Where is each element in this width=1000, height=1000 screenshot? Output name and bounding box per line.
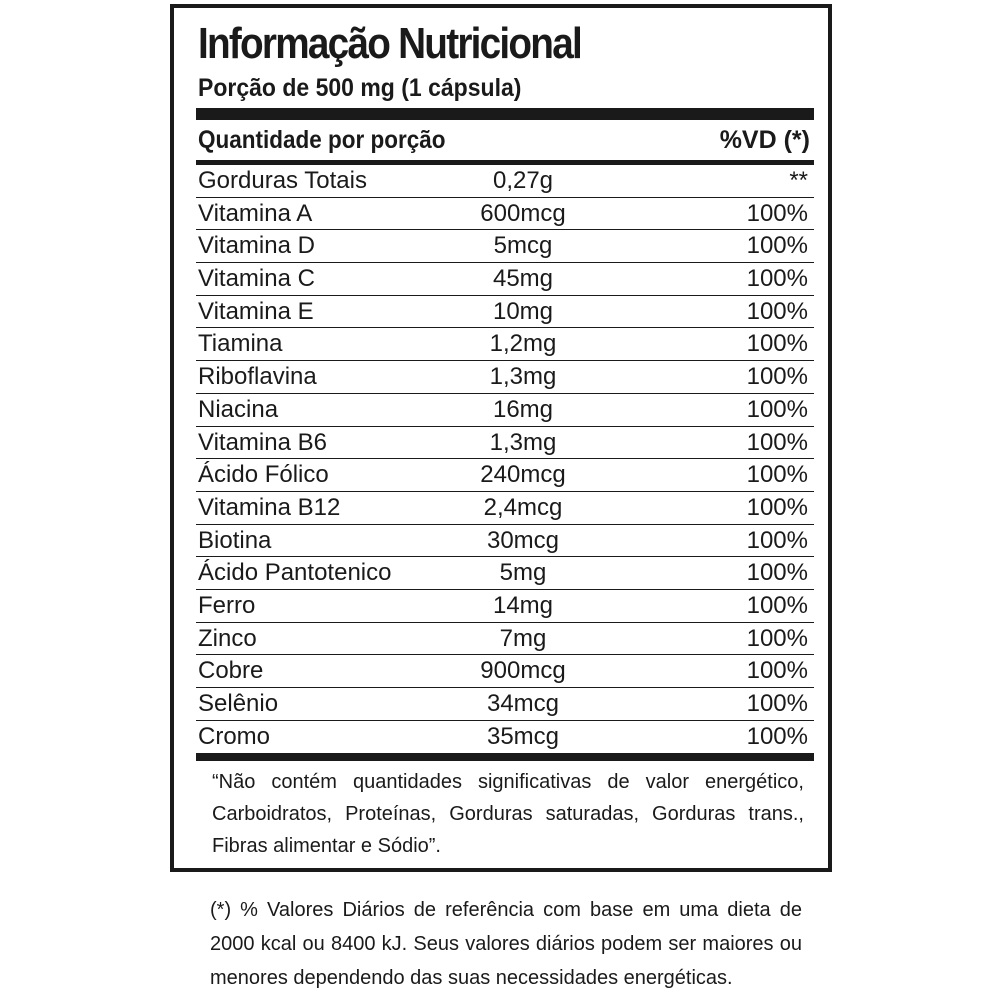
nutrient-name: Selênio — [198, 690, 279, 717]
table-row — [196, 230, 814, 263]
nutrient-amount: 34mcg — [486, 690, 560, 717]
table-row — [196, 525, 814, 558]
nutrient-name: Biotina — [198, 526, 272, 554]
nutrient-name: Vitamina D — [198, 232, 315, 260]
nutrient-name: Cobre — [198, 657, 264, 685]
serving-size: Porção de 500 mg (1 cápsula) — [198, 74, 522, 102]
nutrient-daily-value: 100% — [746, 722, 808, 750]
nutrient-name: Vitamina B6 — [198, 428, 327, 456]
daily-value-footnote: (*) % Valores Diários de referência com base em uma dieta de 2000 kcal ou 8400 kJ. Seus valores diários podem ser maiores ou menores dependendo das suas necessidades energéticas. — [210, 899, 802, 989]
nutrient-amount: 45mg — [492, 265, 554, 293]
nutrient-daily-value: 100% — [746, 297, 808, 325]
nutrient-name: Niacina — [198, 395, 279, 423]
table-row — [196, 655, 814, 688]
nutrient-daily-value: 100% — [746, 428, 808, 456]
nutrient-daily-value: 100% — [746, 395, 808, 423]
nutrient-amount: 14mg — [492, 591, 554, 619]
table-row — [196, 165, 814, 198]
nutrient-amount: 1,3mg — [489, 428, 557, 456]
table-row — [196, 263, 814, 296]
nutrient-daily-value: 100% — [746, 690, 808, 717]
nutrient-amount: 16mg — [492, 395, 554, 423]
nutrient-name: Tiamina — [198, 330, 283, 358]
table-row — [196, 459, 814, 492]
table-row — [196, 492, 814, 525]
nutrient-name: Ferro — [198, 591, 256, 619]
table-row — [196, 328, 814, 361]
nutrient-amount: 7mg — [499, 624, 547, 652]
nutrient-daily-value: 100% — [746, 624, 808, 652]
table-row — [196, 296, 814, 329]
nutrient-amount: 240mcg — [480, 461, 566, 489]
nutrient-daily-value: 100% — [746, 657, 808, 685]
panel-title: Informação Nutricional — [198, 19, 581, 68]
nutrient-daily-value: 100% — [746, 199, 808, 227]
nutrient-amount: 30mcg — [486, 526, 560, 554]
table-row — [196, 623, 814, 656]
nutrient-name: Cromo — [198, 722, 271, 750]
nutrient-amount: 10mg — [492, 297, 554, 325]
table-row — [196, 721, 814, 754]
nutrient-daily-value: 100% — [746, 591, 808, 619]
nutrient-name: Gorduras Totais — [198, 167, 367, 194]
table-row — [196, 590, 814, 623]
table-row — [196, 394, 814, 427]
nutrient-name: Vitamina E — [198, 297, 314, 325]
thick-divider — [196, 108, 814, 120]
table-row — [196, 688, 814, 721]
table-row — [196, 361, 814, 394]
nutrient-daily-value: ** — [789, 167, 808, 194]
daily-value-label: %VD (*) — [719, 126, 810, 154]
nutrient-name: Zinco — [198, 624, 257, 652]
nutrient-amount: 600mcg — [480, 199, 566, 227]
nutrient-daily-value: 100% — [746, 559, 808, 587]
nutrient-daily-value: 100% — [746, 493, 808, 521]
nutrient-daily-value: 100% — [746, 461, 808, 489]
nutrient-daily-value: 100% — [746, 330, 808, 358]
table-row — [196, 198, 814, 231]
nutrient-amount: 2,4mcg — [483, 493, 563, 521]
nutrient-daily-value: 100% — [746, 363, 808, 391]
nutrient-amount: 5mcg — [493, 232, 553, 260]
table-row — [196, 557, 814, 590]
disclaimer-note: “Não contém quantidades significativas de valor energético, Carboidratos, Proteínas, Gorduras saturadas, Gorduras trans., Fibras alimentar e Sódio”. — [212, 771, 804, 857]
nutrition-facts-panel — [170, 4, 832, 872]
nutrient-name: Ácido Fólico — [198, 461, 329, 489]
nutrient-amount: 1,2mg — [489, 330, 557, 358]
table-header — [198, 120, 810, 160]
nutrient-amount: 35mcg — [486, 722, 560, 750]
nutrient-amount: 5mg — [499, 559, 547, 587]
nutrient-name: Vitamina A — [198, 199, 313, 227]
nutrient-name: Vitamina B12 — [198, 493, 341, 521]
nutrient-daily-value: 100% — [746, 265, 808, 293]
nutrient-name: Riboflavina — [198, 363, 317, 391]
nutrient-amount: 900mcg — [480, 657, 566, 685]
nutrient-daily-value: 100% — [746, 526, 808, 554]
bottom-divider — [196, 753, 814, 761]
amount-per-serving-label: Quantidade por porção — [198, 126, 446, 154]
nutrient-name: Ácido Pantotenico — [198, 559, 392, 587]
nutrient-amount: 1,3mg — [489, 363, 557, 391]
nutrient-amount: 0,27g — [492, 167, 554, 194]
nutrient-table — [196, 165, 814, 753]
nutrient-name: Vitamina C — [198, 265, 315, 293]
table-row — [196, 427, 814, 460]
nutrient-daily-value: 100% — [746, 232, 808, 260]
